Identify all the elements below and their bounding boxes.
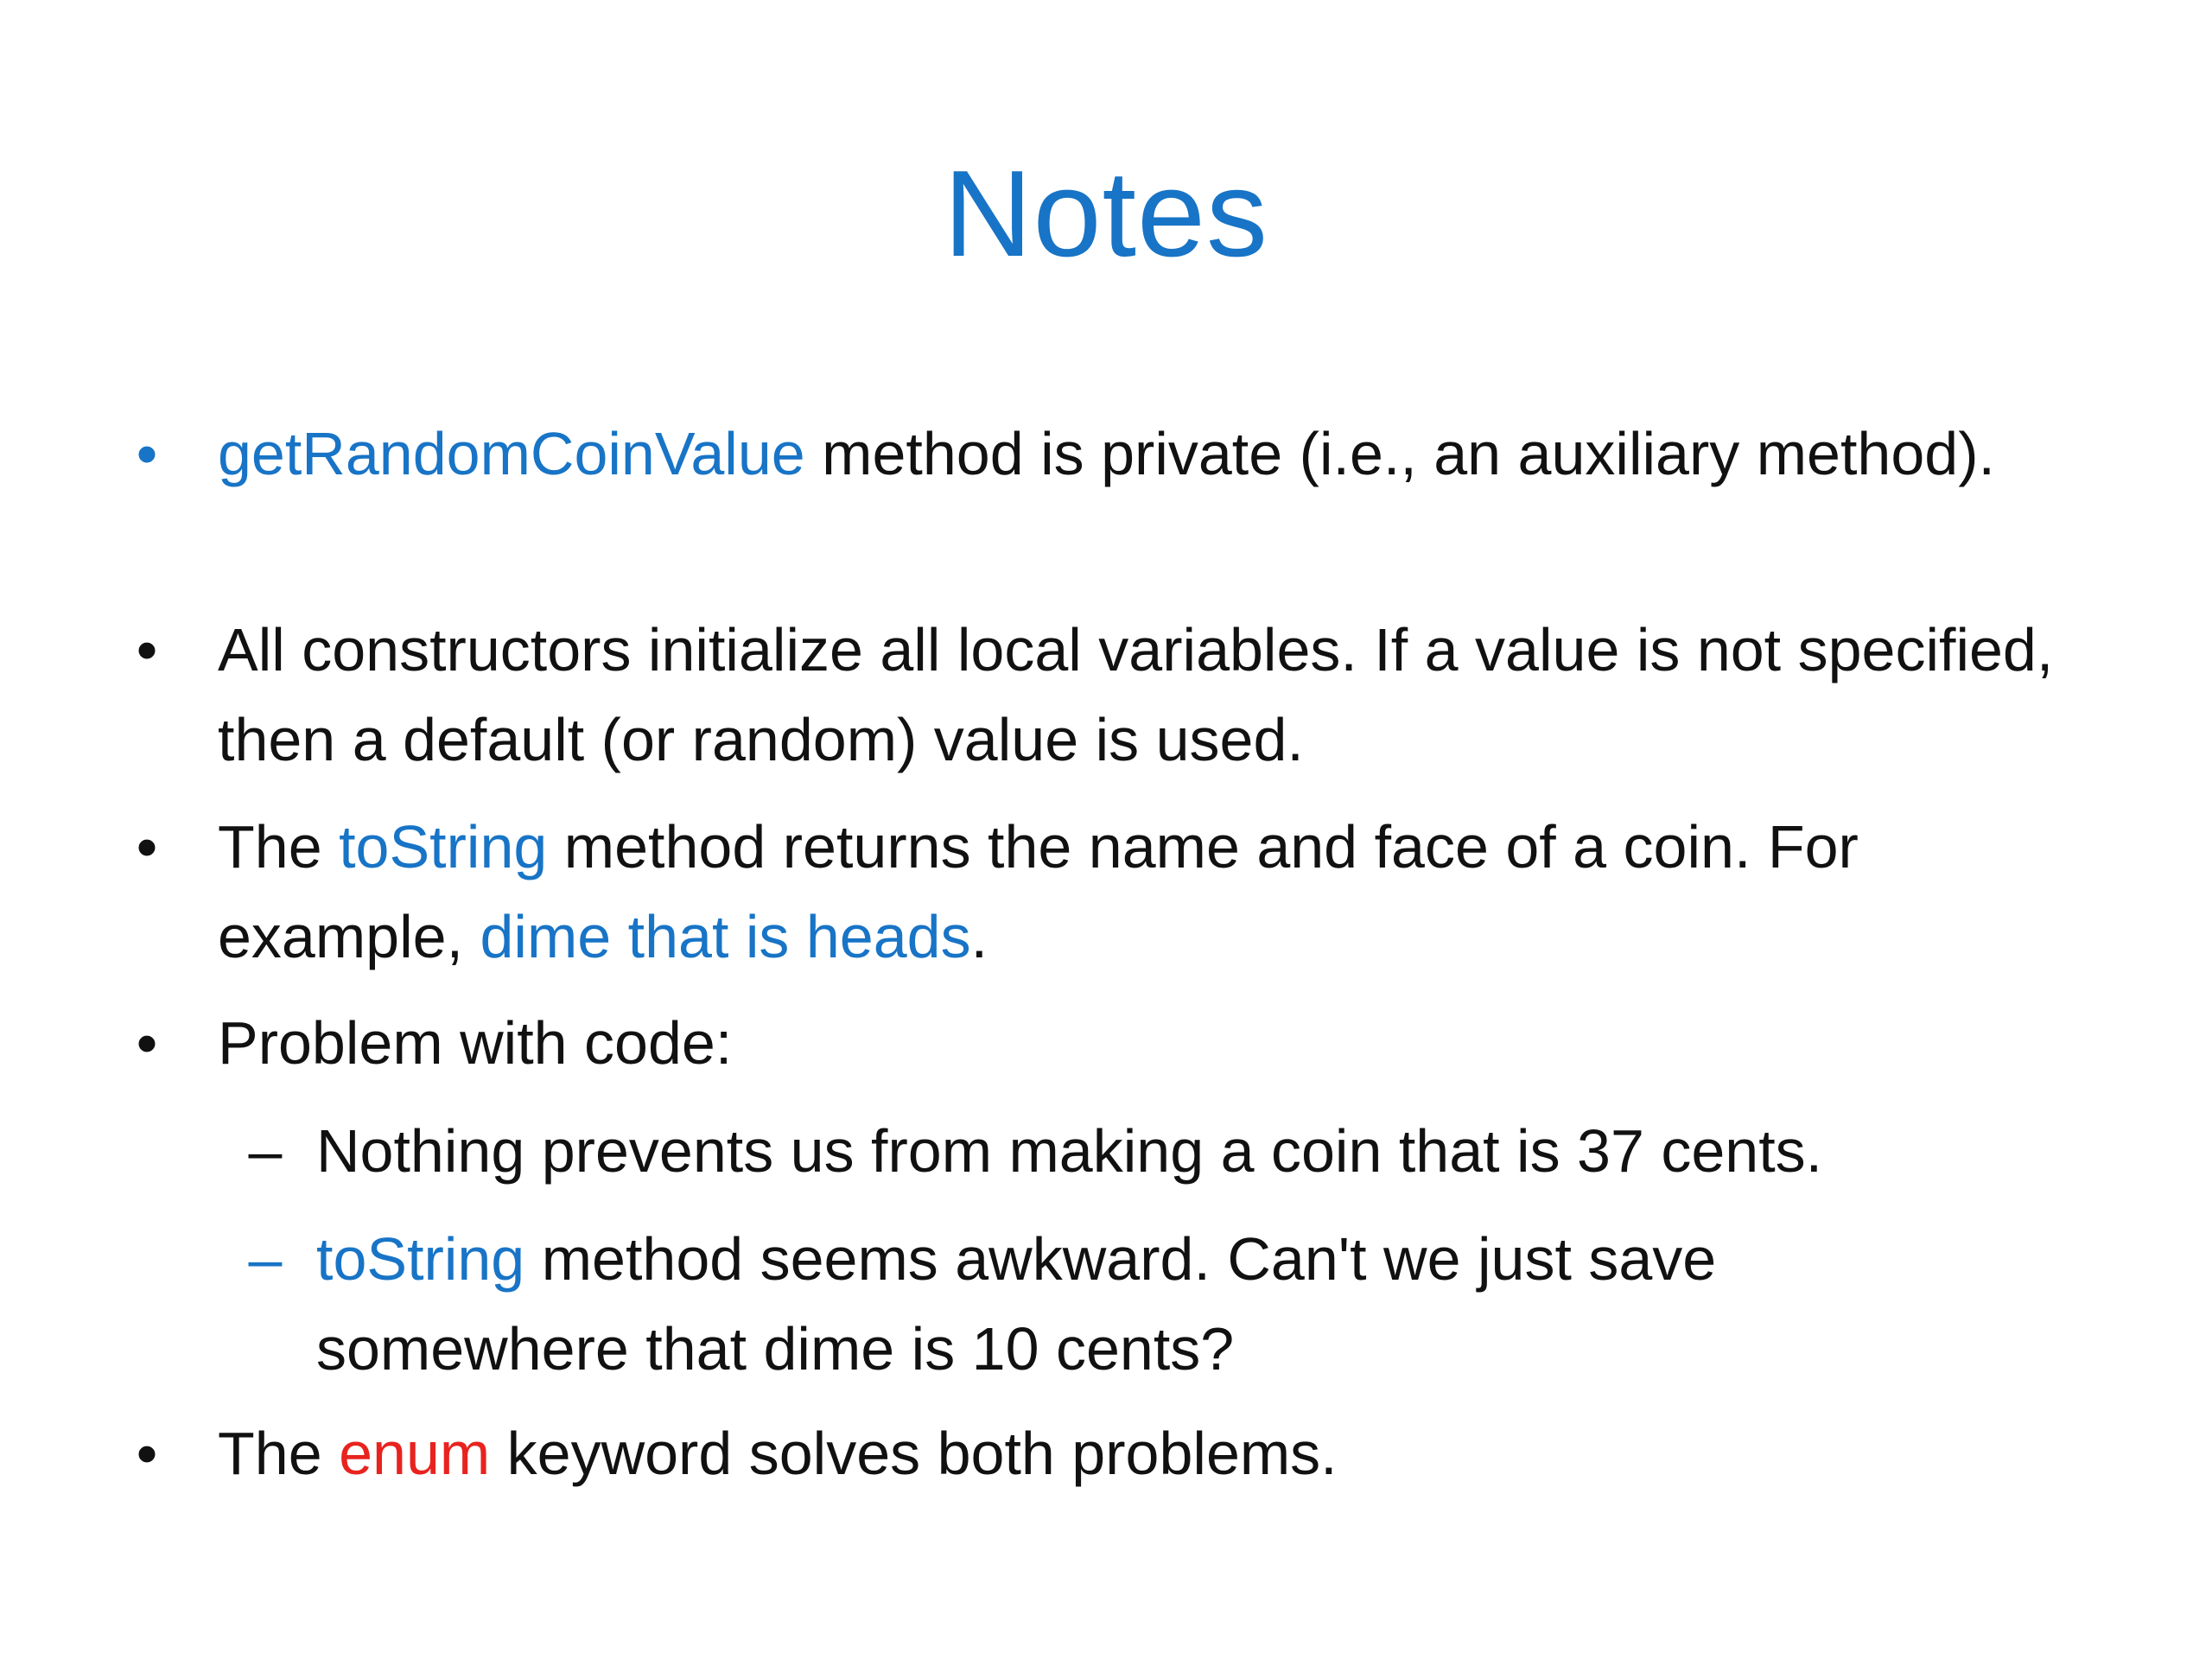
bullet-text	[218, 605, 2101, 785]
text-segment: method seems awkward. Can't we just save somewhere that dime is 10 cents?	[316, 1225, 1717, 1382]
bullet-text	[218, 1408, 2101, 1498]
keyword-term: enum	[339, 1420, 491, 1487]
bullet-marker: •	[136, 616, 158, 683]
text-segment: Nothing prevents us from making a coin that is 37 cents.	[316, 1117, 1823, 1185]
text-segment: method returns the name and face of a coin. For example,	[218, 813, 1859, 970]
sub-bullet-text	[316, 1106, 2044, 1196]
bullet-marker: •	[136, 1420, 158, 1487]
bullet-text	[218, 998, 2101, 1088]
text-segment: method is private (i.e., an auxiliary method).	[804, 420, 1995, 487]
text-segment: All constructors initialize all local variables. If a value is not specified, then a default (or random) value is used.	[218, 616, 2054, 773]
dash-marker: –	[248, 1117, 283, 1185]
slide-title: Notes	[944, 145, 1268, 283]
example-output: dime that is heads	[480, 903, 971, 970]
text-segment: The	[218, 1420, 340, 1487]
text-segment: Problem with code:	[218, 1009, 733, 1077]
dash-marker: –	[248, 1225, 283, 1293]
sub-bullet-text	[316, 1214, 2044, 1394]
text-segment: .	[970, 903, 988, 970]
text-segment: The	[218, 813, 340, 880]
code-term: getRandomCoinValue	[218, 420, 805, 487]
text-segment: keyword solves both problems.	[490, 1420, 1338, 1487]
bullet-marker: •	[136, 1009, 158, 1077]
bullet-text	[218, 409, 2101, 499]
bullet-marker: •	[136, 813, 158, 880]
bullet-text	[218, 802, 2101, 982]
code-term: toString	[339, 813, 548, 880]
code-term: toString	[316, 1225, 525, 1293]
bullet-marker: •	[136, 420, 158, 487]
